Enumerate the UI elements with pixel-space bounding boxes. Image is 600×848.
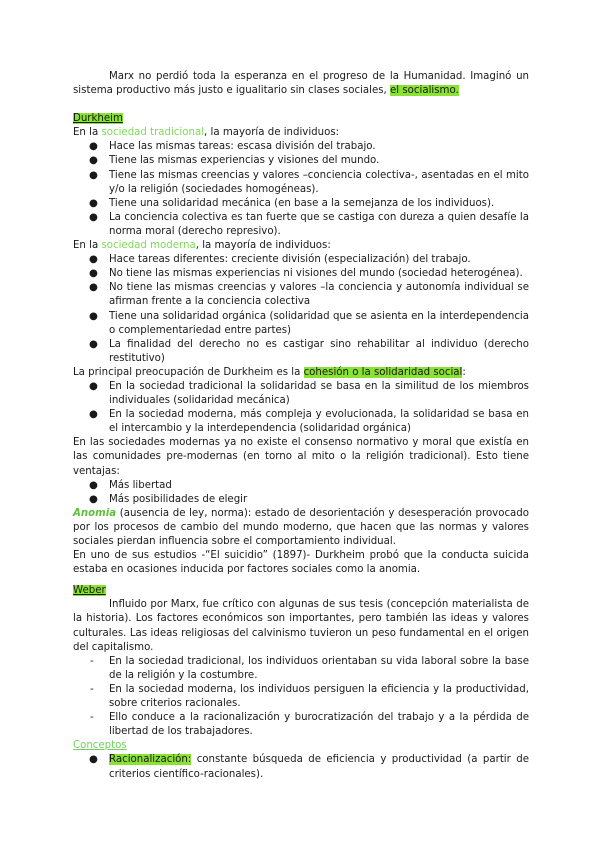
intro-text: Marx no perdió toda la esperanza en el progreso de la Humanidad. Imaginó un sistema productivo más justo e igualitario sin clases sociales, — [73, 71, 529, 97]
list-item: ● La conciencia colectiva es tan fuerte que se castiga con dureza a quien desafíe la norma moral (derecho represivo). — [89, 211, 529, 237]
bullet-icon: ● — [89, 409, 98, 421]
list-item: ● Hace tareas diferentes: creciente división (especialización) del trabajo. — [73, 253, 529, 267]
rationalization-term: Racionalización: — [109, 754, 192, 766]
bullet-icon: ● — [89, 197, 98, 209]
list-item: - En la sociedad tradicional, los individuos orientaban su vida laboral sobre la base de la religión y la costumbre. — [90, 655, 529, 681]
modern-society-term: sociedad moderna — [101, 240, 196, 252]
list-item: - Ello conduce a la racionalización y burocratización del trabajo y a la pérdida de libertad de los trabajadores. — [90, 712, 529, 738]
list-item: ● No tiene las mismas experiencias ni visiones del mundo (sociedad heterogénea). — [73, 267, 529, 281]
weber-heading — [73, 584, 529, 598]
consensus-paragraph: En las sociedades modernas ya no existe el consenso normativo y moral que existía en las comunidades pre-modernas (en torno al mito o la religión tradicional). Esto tiene ventajas: — [73, 437, 529, 477]
weber-list — [73, 655, 529, 740]
bullet-icon: ● — [89, 754, 98, 766]
document-page — [73, 70, 529, 782]
list-item: - En la sociedad moderna, los individuos persiguen la eficiencia y la productividad, sobre criterios racionales. — [90, 683, 529, 710]
list-item: ● En la sociedad moderna, más compleja y evolucionada, la solidaridad se basa en el intercambio y la interdependencia (solidaridad orgánica) — [89, 409, 529, 435]
list-item: ● Hace las mismas tareas: escasa división del trabajo. — [73, 140, 529, 154]
bullet-icon: ● — [89, 169, 98, 181]
traditional-lead: En la sociedad tradicional, la mayoría de individuos: — [73, 127, 340, 139]
list-item: ● La finalidad del derecho no es castigar sino rehabilitar al individuo (derecho restitutivo) — [89, 338, 529, 364]
suicide-paragraph: En uno de sus estudios -“El suicidio” (1897)- Durkheim probó que la conducta suicida estaba en ocasiones inducida por factores sociales como la anomia. — [73, 550, 529, 576]
socialism-highlight: el socialismo. — [390, 85, 459, 97]
weber-heading-text: Weber — [73, 585, 106, 597]
dash-icon: - — [90, 712, 94, 724]
bullet-icon: ● — [89, 493, 98, 505]
modern-lead: En la sociedad moderna, la mayoría de individuos: — [73, 240, 331, 252]
intro-paragraph — [73, 70, 529, 98]
list-item: ● Más libertad — [73, 479, 529, 493]
advantages-list — [73, 479, 529, 507]
bullet-icon: ● — [89, 155, 98, 167]
concepts-heading — [73, 739, 529, 753]
anomia-term: Anomia — [73, 507, 117, 519]
list-item: ● Racionalización: constante búsqueda de eficiencia y productividad (a partir de criterios científico-racionales). — [89, 754, 529, 780]
list-item: ● Más posibilidades de elegir — [73, 493, 529, 507]
cohesion-highlight: cohesión o la solidaridad social — [303, 366, 463, 378]
traditional-society-term: sociedad tradicional — [101, 127, 205, 139]
bullet-icon: ● — [89, 380, 98, 392]
bullet-icon: ● — [89, 479, 98, 491]
bullet-icon: ● — [89, 282, 98, 294]
cohesion-lead: La principal preocupación de Durkheim es la cohesión o la solidaridad social: — [73, 366, 466, 378]
bullet-icon: ● — [89, 141, 98, 153]
weber-intro: Influido por Marx, fue crítico con algunas de sus tesis (concepción materialista de la historia). Los factores económicos son importantes, pero también las ideas y valores culturales. Las ideas religiosas del calvinismo tuvieron un peso fundamental en el origen del capitalismo. — [73, 599, 529, 653]
durkheim-heading — [73, 112, 529, 126]
bullet-icon: ● — [89, 338, 98, 350]
concepts-list — [73, 753, 529, 781]
dash-icon: - — [90, 683, 94, 695]
modern-list — [73, 253, 529, 366]
list-item: ● En la sociedad tradicional la solidaridad se basa en la similitud de los miembros individuales (solidaridad mecánica) — [89, 380, 529, 407]
anomia-paragraph: Anomia (ausencia de ley, norma): estado de desorientación y desesperación provocado por los procesos de cambio del mundo moderno, que hacen que las normas y valores sociales pierdan influencia sobre el comportamiento individual. — [73, 507, 529, 547]
list-item: ● Tiene una solidaridad mecánica (en base a la semejanza de los individuos). — [73, 197, 529, 211]
durkheim-heading-text: Durkheim — [73, 113, 123, 125]
bullet-icon: ● — [89, 268, 98, 280]
list-item: ● Tiene las mismas experiencias y visiones del mundo. — [73, 154, 529, 168]
bullet-icon: ● — [89, 254, 98, 266]
traditional-list — [73, 140, 529, 239]
concepts-heading-text: Conceptos — [73, 740, 127, 752]
bullet-icon: ● — [89, 310, 98, 322]
list-item: ● No tiene las mismas creencias y valores –la conciencia y autonomía individual se afirman frente a la conciencia colectiva — [89, 282, 529, 308]
cohesion-list — [73, 380, 529, 436]
list-item: ● Tiene las mismas creencias y valores –conciencia colectiva-, asentadas en el mito y/o la religión (sociedades homogéneas). — [89, 169, 529, 195]
bullet-icon: ● — [89, 211, 98, 223]
list-item: ● Tiene una solidaridad orgánica (solidaridad que se asienta en la interdependencia o complementariedad entre partes) — [89, 310, 529, 336]
dash-icon: - — [90, 655, 94, 667]
